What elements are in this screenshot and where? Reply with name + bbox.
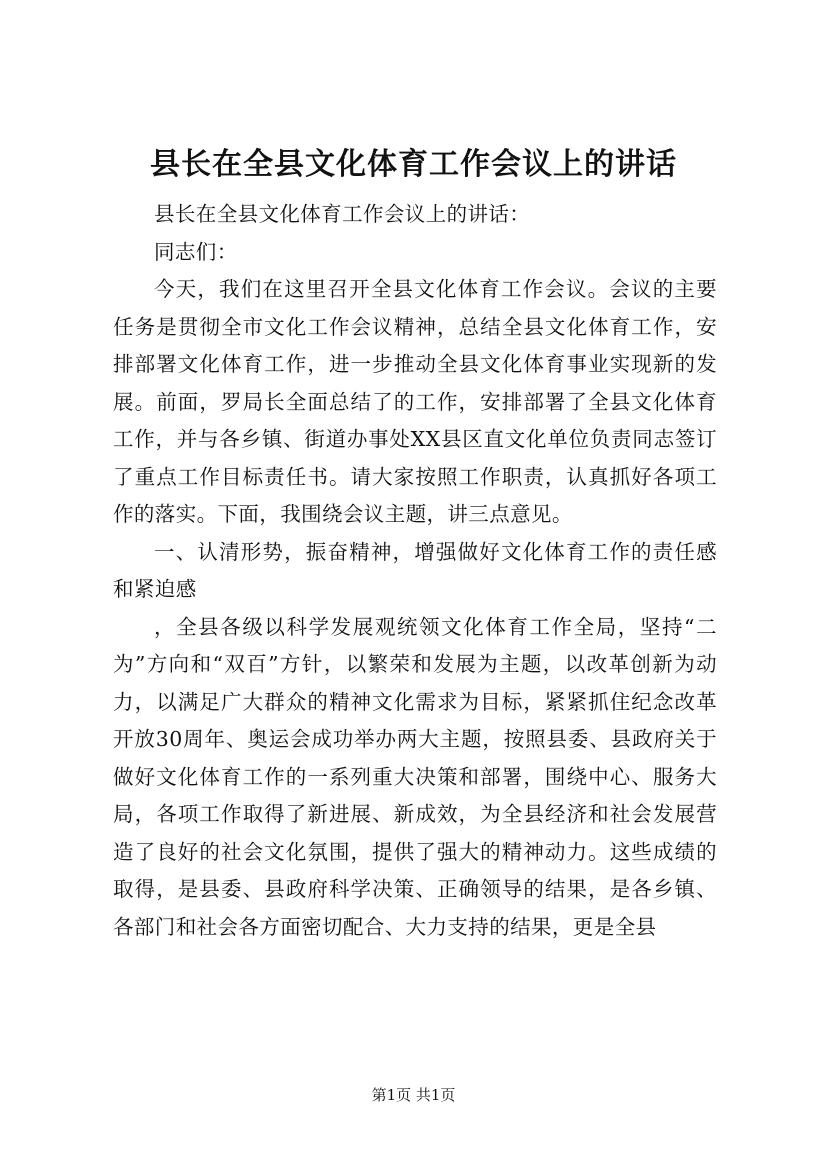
document-title: 县长在全县文化体育工作会议上的讲话 (150, 147, 677, 182)
page-number-footer: 第1页 共1页 (371, 1086, 456, 1104)
paragraph-heading-line: 县长在全县文化体育工作会议上的讲话： (154, 202, 531, 226)
paragraph-salutation: 同志们： (154, 239, 238, 264)
section-heading-1: 一、认清形势，振奋精神，增强做好文化体育工作的责任感和紧迫感 (113, 539, 717, 601)
paragraph-intro: 今天，我们在这里召开全县文化体育工作会议。会议的主要任务是贯彻全市文化工作会议精神，总结全县文化体育工作，安排部署文化体育工作，进一步推动全县文化体育事业实现新的发展。前面，罗局长全面总结了的工作，安排部署了全县文化体育工作，并与各乡镇、街道办事处XX县区直文化单位负责同志签订了重点工作目标责任书。请大家按照工作职责，认真抓好各项工作的落实。下面，我围绕会议主题，讲三点意见。 (113, 277, 717, 526)
document-body (113, 196, 717, 946)
paragraph-achievements: ，全县各级以科学发展观统领文化体育工作全局，坚持“二为”方向和“双百”方针，以繁荣和发展为主题，以改革创新为动力，以满足广大群众的精神文化需求为目标，紧紧抓住纪念改革开放30周年、奥运会成功举办两大主题，按照县委、县政府关于做好文化体育工作的一系列重大决策和部署，围绕中心、服务大局，各项工作取得了新进展、新成效，为全县经济和社会发展营造了良好的社会文化氛围，提供了强大的精神动力。这些成绩的取得，是县委、县政府科学决策、正确领导的结果，是各乡镇、各部门和社会各方面密切配合、大力支持的结果，更是全县 (113, 614, 717, 939)
